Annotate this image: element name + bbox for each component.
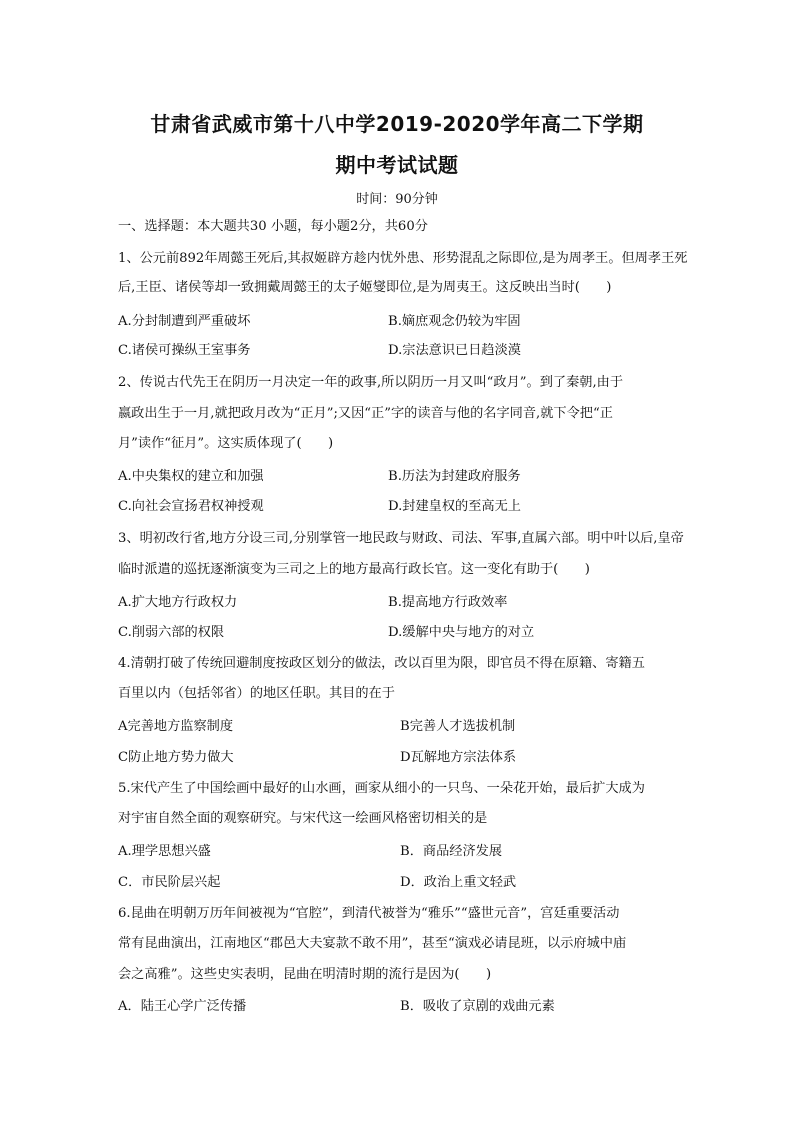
option-c[interactable]: C.削弱六部的权限 <box>118 625 225 640</box>
option-a[interactable]: A完善地方监察制度 <box>118 719 234 734</box>
option-a[interactable]: A.中央集权的建立和加强 <box>118 469 264 484</box>
question-stem-line: 百里以内（包括邻省）的地区任职。其目的在于 <box>118 686 395 701</box>
option-c[interactable]: C防止地方势力做大 <box>118 750 234 765</box>
question-stem-line: 月”读作“征月”。这实质体现了( ) <box>118 436 334 451</box>
section-heading: 一、选择题：本大题共30 小题，每小题2分，共60分 <box>118 219 428 234</box>
option-d[interactable]: D.缓解中央与地方的对立 <box>388 625 535 640</box>
exam-title-line2: 期中考试试题 <box>335 153 459 177</box>
option-c[interactable]: C．市民阶层兴起 <box>118 875 221 890</box>
question-stem-line: 对宇宙自然全面的观察研究。与宋代这一绘画风格密切相关的是 <box>118 811 488 826</box>
option-b[interactable]: B.嫡庶观念仍较为牢固 <box>388 314 521 329</box>
question-stem-line: 6.昆曲在明朝万历年间被视为“官腔”，到清代被誉为“雅乐”“盛世元音”，宫廷重要活动 <box>118 906 620 921</box>
exam-title-line1: 甘肃省武威市第十八中学2019-2020学年高二下学期 <box>150 112 644 136</box>
option-b[interactable]: B．商品经济发展 <box>400 844 503 859</box>
question-stem-line: 常有昆曲演出，江南地区“郡邑大夫宴款不敢不用”，甚至“演戏必请昆班，以示府城中庙 <box>118 936 627 951</box>
option-b[interactable]: B．吸收了京剧的戏曲元素 <box>400 999 555 1014</box>
question-stem-line: 会之高雅”。这些史实表明，昆曲在明清时期的流行是因为( ) <box>118 967 492 982</box>
option-a[interactable]: A.扩大地方行政权力 <box>118 595 238 610</box>
option-b[interactable]: B完善人才选拔机制 <box>400 719 516 734</box>
question-stem-line: 2、传说古代先王在阴历一月决定一年的政事,所以阴历一月又叫“政月”。到了秦朝,由于 <box>118 375 624 390</box>
exam-time: 时间：90分钟 <box>356 192 438 207</box>
question-stem-line: 后,王臣、诸侯等却一致拥戴周懿王的太子姬燮即位,是为周夷王。这反映出当时( ) <box>118 280 612 295</box>
question-stem-line: 3、明初改行省,地方分设三司,分别掌管一地民政与财政、司法、军事,直属六部。明中叶以后,皇帝 <box>118 531 684 546</box>
option-c[interactable]: C.诸侯可操纵王室事务 <box>118 343 251 358</box>
option-a[interactable]: A.理学思想兴盛 <box>118 844 211 859</box>
question-stem-line: 1、公元前892年周懿王死后,其叔姬辟方趁内忧外患、形势混乱之际即位,是为周孝王。但周孝王死 <box>118 251 688 266</box>
option-b[interactable]: B.提高地方行政效率 <box>388 595 508 610</box>
option-d[interactable]: D.宗法意识已日趋淡漠 <box>388 343 521 358</box>
question-stem-line: 临时派遣的巡抚逐渐演变为三司之上的地方最高行政长官。这一变化有助于( ) <box>118 562 590 577</box>
option-d[interactable]: D.封建皇权的至高无上 <box>388 499 521 514</box>
option-c[interactable]: C.向社会宣扬君权神授观 <box>118 499 264 514</box>
option-a[interactable]: A.分封制遭到严重破坏 <box>118 314 251 329</box>
option-b[interactable]: B.历法为封建政府服务 <box>388 469 521 484</box>
option-d[interactable]: D瓦解地方宗法体系 <box>400 750 517 765</box>
option-d[interactable]: D．政治上重文轻武 <box>400 875 517 890</box>
question-stem-line: 4.清朝打破了传统回避制度按政区划分的做法，改以百里为限，即官员不得在原籍、寄籍五 <box>118 656 645 671</box>
option-a[interactable]: A．陆王心学广泛传播 <box>118 999 247 1014</box>
question-stem-line: 5.宋代产生了中国绘画中最好的山水画，画家从细小的一只鸟、一朵花开始，最后扩大成为 <box>118 781 645 796</box>
question-stem-line: 嬴政出生于一月,就把政月改为“正月”;又因“正”字的读音与他的名字同音,就下令把“正 <box>118 406 613 421</box>
